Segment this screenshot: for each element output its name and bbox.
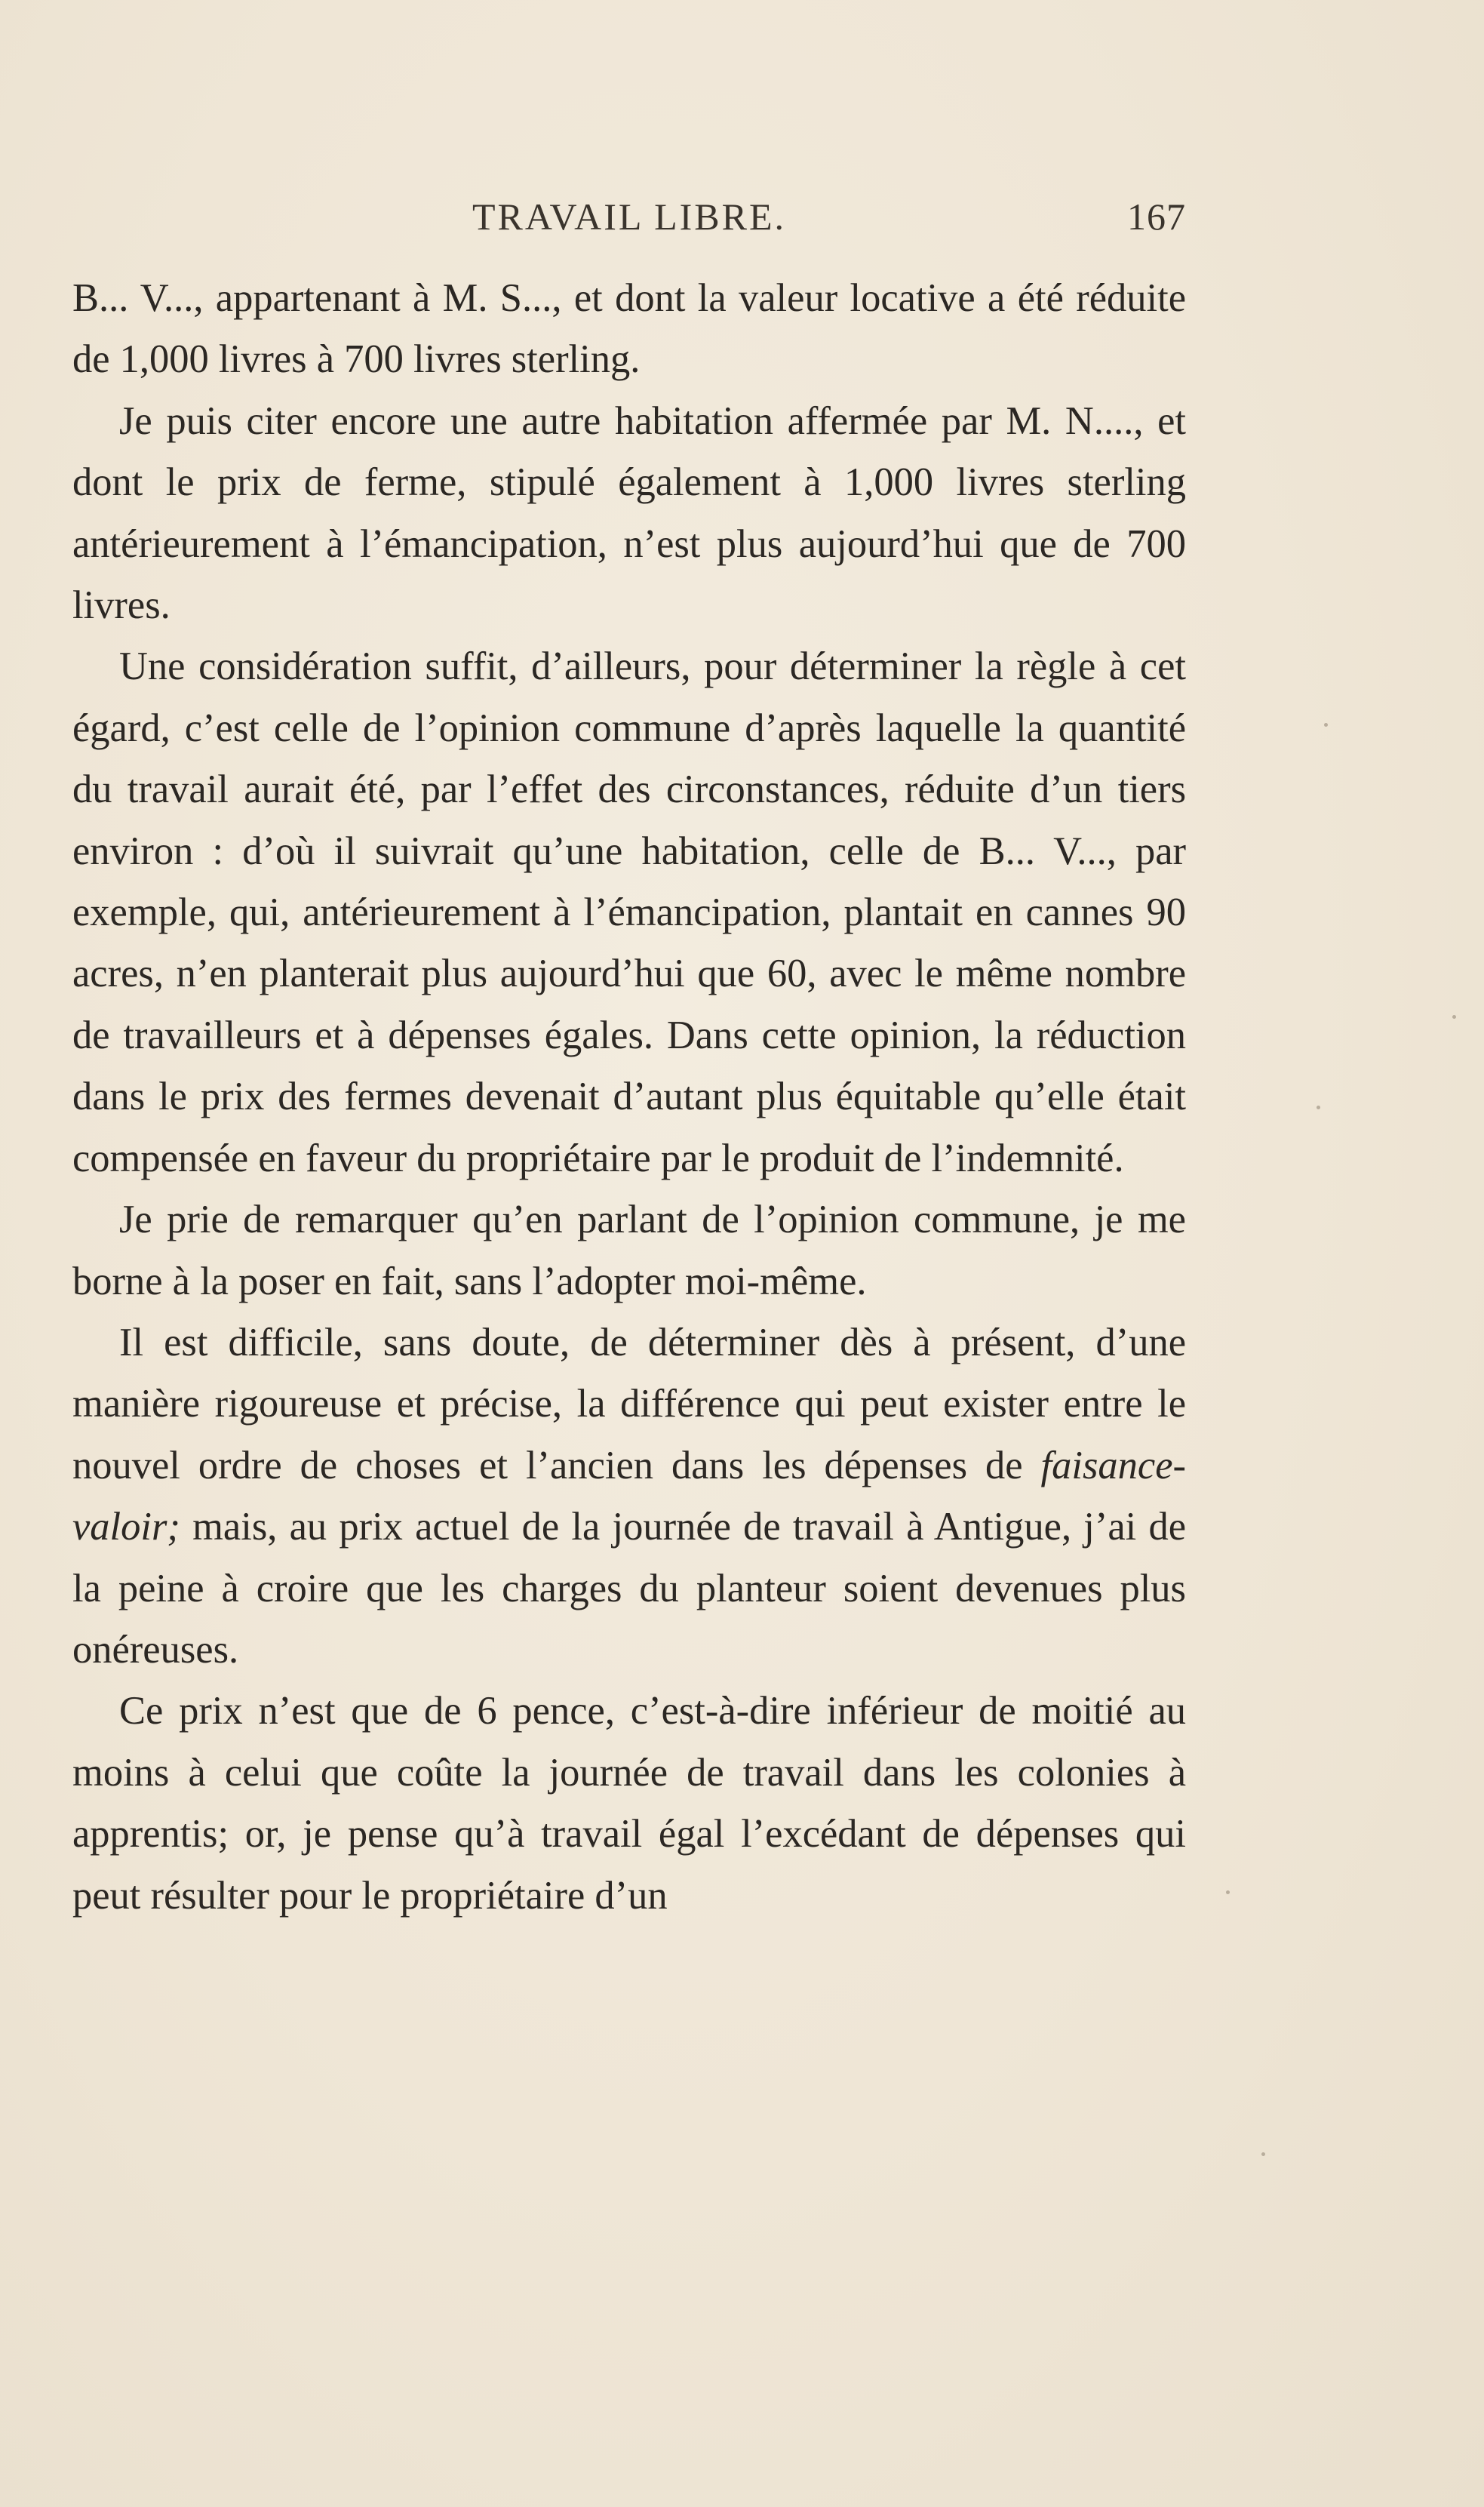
paragraph: Ce prix n’est que de 6 pence, c’est-à-dire inférieur de moitié au moins à celui que coûte la journée de travail dans les colonies à apprentis; or, je pense qu’à travail égal l’excédant de dépenses qui peut résulter pour le propriétaire d’un xyxy=(72,1689,1186,1918)
paper-fleck xyxy=(1226,1890,1230,1894)
body-text xyxy=(72,268,1186,1927)
page-number: 167 xyxy=(1127,195,1186,238)
paragraph: Une considération suffit, d’ailleurs, pour déterminer la règle à cet égard, c’est celle de l’opinion commune d’après laquelle la quantité du travail aurait été, par l’effet des circonstances, réduite d’un tiers environ : d’où il suivrait qu’une habitation, celle de B... V..., par exemple, qui, antérieurement à l’émancipation, plantait en cannes 90 acres, n’en planterait plus aujourd’hui que 60, avec le même nombre de travailleurs et à dépenses égales. Dans cette opinion, la réduction dans le prix des fermes devenait d’autant plus équitable qu’elle était compensée en faveur du propriétaire par le produit de l’indemnité. xyxy=(72,644,1186,1180)
paper-fleck xyxy=(1317,1106,1320,1109)
paper-fleck xyxy=(1324,723,1328,727)
paragraph: Je prie de remarquer qu’en parlant de l’opinion commune, je me borne à la poser en fait, sans l’adopter moi-même. xyxy=(72,1198,1186,1303)
italic-term: faisance-valoir; xyxy=(72,1443,1186,1549)
page-header xyxy=(72,195,1186,248)
paper-fleck xyxy=(1261,2152,1265,2156)
paper-fleck xyxy=(1452,1015,1456,1019)
paragraph-continuation: B... V..., appartenant à M. S..., et dont la valeur locative a été réduite de 1,000 livres à 700 livres sterling. xyxy=(72,276,1186,382)
paragraph-text: Il est difficile, sans doute, de déterminer dès à présent, d’une manière rigoureuse et précise, la différence qui peut exister entre le nouvel ordre de choses et l’ancien dans les dépenses de xyxy=(72,1320,1186,1487)
running-title: TRAVAIL LIBRE. xyxy=(472,195,787,238)
paragraph-text: mais, au prix actuel de la journée de travail à Antigue, j’ai de la peine à croire que les charges du planteur soient devenues plus onéreuses. xyxy=(72,1505,1186,1672)
paragraph: Je puis citer encore une autre habitation affermée par M. N...., et dont le prix de ferme, stipulé également à 1,000 livres sterling antérieurement à l’émancipation, n’est plus aujourd’hui que de 700 livres. xyxy=(72,398,1186,628)
paragraph xyxy=(72,1312,1186,1681)
